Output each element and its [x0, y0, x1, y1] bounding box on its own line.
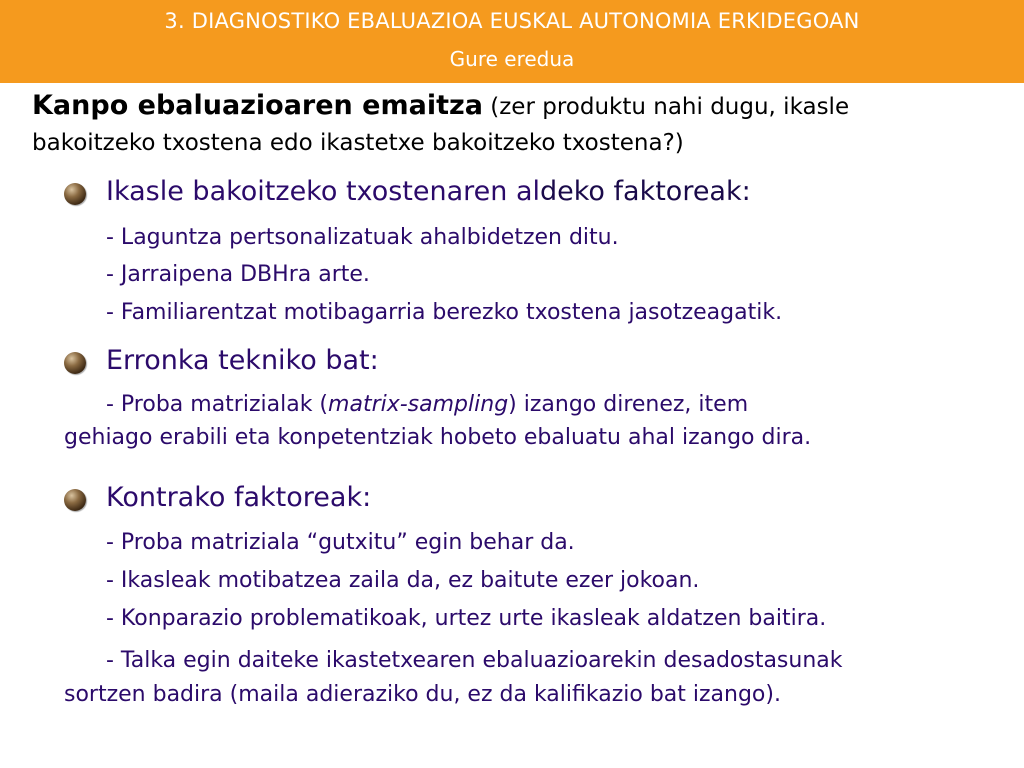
list-item: - Familiarentzat motibagarria berezko txostena jasotzeagatik.: [106, 300, 783, 325]
intro-line2: bakoitzeko txostena edo ikastetxe bakoitzeko txostena?): [32, 130, 684, 156]
list-item: - Ikasleak motibatzea zaila da, ez baitute ezer jokoan.: [106, 568, 700, 593]
intro-text: [32, 88, 1007, 161]
list-item-continuation: sortzen badira (maila adieraziko du, ez da kalifikazio bat izango).: [64, 682, 781, 707]
intro-bold: Kanpo ebaluazioaren emaitza: [32, 90, 483, 121]
slide-subtitle: Gure eredua: [449, 47, 575, 71]
section-title-pro-part1: Ikasle bakoitzeko txostenaren al: [106, 176, 540, 207]
challenge-text-a: - Proba matrizialak (: [106, 392, 329, 417]
challenge-line1: [106, 389, 748, 421]
section-title-pro-part2: deko faktoreak:: [540, 176, 751, 207]
slide-title: 3. DIAGNOSTIKO EBALUAZIOA EUSKAL AUTONOMIA ERKIDEGOAN: [164, 9, 860, 33]
section-title-challenge: Erronka tekniko bat:: [106, 345, 379, 376]
list-item: - Jarraipena DBHra arte.: [106, 262, 370, 287]
slide-header: [0, 0, 1024, 83]
list-item: - Laguntza pertsonalizatuak ahalbidetzen ditu.: [106, 225, 619, 250]
section-title-contra: Kontrako faktoreak:: [106, 482, 372, 513]
challenge-line2: gehiago erabili eta konpetentziak hobeto ebaluatu ahal izango dira.: [64, 425, 812, 450]
list-item: - Talka egin daiteke ikastetxearen ebaluazioarekin desadostasunak: [106, 648, 843, 673]
bullet-icon: [64, 489, 86, 511]
challenge-text-b: ) izango direnez, item: [508, 392, 749, 417]
bullet-icon: [64, 183, 86, 205]
list-item: - Konparazio problematikoak, urtez urte ikasleak aldatzen baitira.: [106, 606, 827, 631]
challenge-italic: matrix-sampling: [328, 392, 509, 417]
section-title-pro: [106, 174, 751, 210]
list-item: - Proba matriziala “gutxitu” egin behar da.: [106, 530, 575, 555]
bullet-icon: [64, 352, 86, 374]
intro-rest: (zer produktu nahi dugu, ikasle: [482, 94, 850, 120]
